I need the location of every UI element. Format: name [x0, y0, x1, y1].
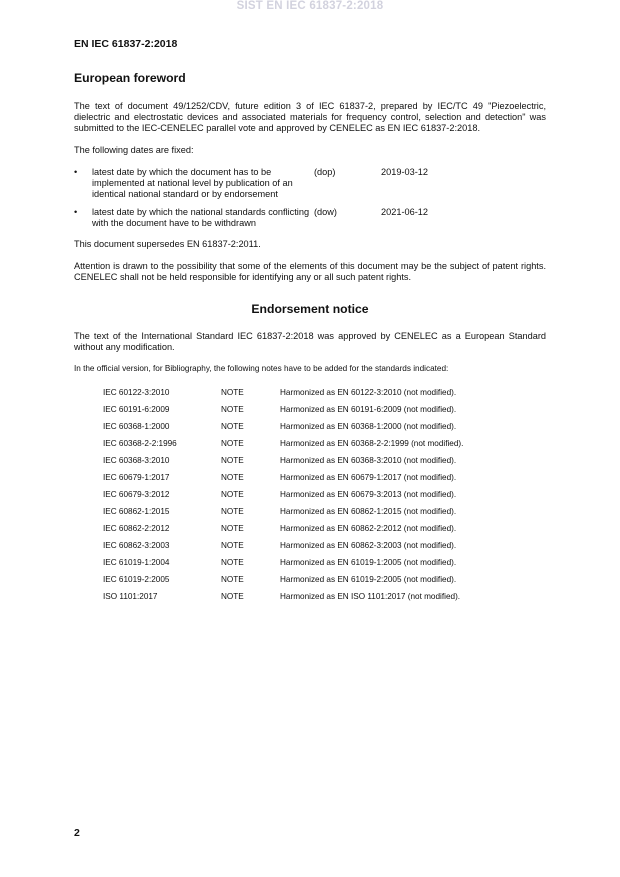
note-harmonized: Harmonized as EN 60368-2-2:1999 (not modified). — [280, 439, 464, 448]
note-harmonized: Harmonized as EN 60679-1:2017 (not modified). — [280, 473, 457, 482]
date-item-dop — [74, 167, 546, 200]
note-label: NOTE — [221, 541, 244, 550]
table-row — [103, 520, 546, 537]
table-row — [103, 486, 546, 503]
table-row — [103, 571, 546, 588]
note-standard: IEC 61019-1:2004 — [103, 558, 170, 567]
note-harmonized: Harmonized as EN 61019-2:2005 (not modified). — [280, 575, 457, 584]
note-label: NOTE — [221, 575, 244, 584]
bibliography-instruction: In the official version, for Bibliography, the following notes have to be added for the standards indicated: — [74, 364, 449, 373]
note-label: NOTE — [221, 388, 244, 397]
bullet-icon: • — [74, 167, 78, 177]
note-harmonized: Harmonized as EN 60122-3:2010 (not modified). — [280, 388, 457, 397]
note-label: NOTE — [221, 558, 244, 567]
date-value: 2021-06-12 — [381, 207, 428, 217]
note-standard: ISO 1101:2017 — [103, 592, 158, 601]
note-standard: IEC 60368-3:2010 — [103, 456, 170, 465]
foreword-paragraph: The text of document 49/1252/CDV, future edition 3 of IEC 61837-2, prepared by IEC/TC 49 "Piezoelectric, dielectric and electrostatic devices and associated materials for frequency control, selection and detection" was submitted to the IEC-CENELEC parallel vote and approved by CENELEC as EN IEC 61837-2:2018. — [74, 101, 546, 133]
note-label: NOTE — [221, 490, 244, 499]
date-value: 2019-03-12 — [381, 167, 428, 177]
note-standard: IEC 60191-6:2009 — [103, 405, 170, 414]
note-harmonized: Harmonized as EN 60862-1:2015 (not modified). — [280, 507, 457, 516]
page-number: 2 — [74, 827, 80, 839]
table-row — [103, 469, 546, 486]
table-row — [103, 452, 546, 469]
page-content — [74, 73, 546, 605]
table-row — [103, 554, 546, 571]
note-label: NOTE — [221, 592, 244, 601]
note-harmonized: Harmonized as EN 60191-6:2009 (not modified). — [280, 405, 457, 414]
table-row — [103, 435, 546, 452]
note-harmonized: Harmonized as EN 60368-3:2010 (not modified). — [280, 456, 457, 465]
note-harmonized: Harmonized as EN 60862-2:2012 (not modified). — [280, 524, 457, 533]
table-row — [103, 418, 546, 435]
note-label: NOTE — [221, 405, 244, 414]
document-id-header: EN IEC 61837-2:2018 — [74, 38, 178, 50]
notes-table — [103, 384, 546, 605]
note-label: NOTE — [221, 524, 244, 533]
note-label: NOTE — [221, 507, 244, 516]
bullet-icon: • — [74, 207, 78, 217]
note-harmonized: Harmonized as EN 61019-1:2005 (not modified). — [280, 558, 457, 567]
date-code: (dow) — [314, 207, 337, 217]
note-standard: IEC 60862-3:2003 — [103, 541, 170, 550]
dates-intro: The following dates are fixed: — [74, 145, 194, 155]
note-harmonized: Harmonized as EN 60862-3:2003 (not modified). — [280, 541, 457, 550]
note-standard: IEC 60679-3:2012 — [103, 490, 170, 499]
note-harmonized: Harmonized as EN 60368-1:2000 (not modified). — [280, 422, 457, 431]
note-standard: IEC 61019-2:2005 — [103, 575, 170, 584]
supersedes-statement: This document supersedes EN 61837-2:2011. — [74, 239, 261, 249]
note-label: NOTE — [221, 439, 244, 448]
table-row — [103, 588, 546, 605]
date-item-dow — [74, 207, 546, 229]
note-label: NOTE — [221, 473, 244, 482]
note-standard: IEC 60862-2:2012 — [103, 524, 170, 533]
table-row — [103, 503, 546, 520]
note-standard: IEC 60122-3:2010 — [103, 388, 170, 397]
note-harmonized: Harmonized as EN 60679-3:2013 (not modified). — [280, 490, 457, 499]
note-harmonized: Harmonized as EN ISO 1101:2017 (not modified). — [280, 592, 461, 601]
note-label: NOTE — [221, 456, 244, 465]
watermark: SIST EN IEC 61837-2:2018 — [236, 0, 384, 12]
endorsement-title: Endorsement notice — [251, 302, 369, 316]
endorsement-paragraph: The text of the International Standard IEC 61837-2:2018 was approved by CENELEC as a European Standard without any modification. — [74, 331, 546, 352]
dates-list — [74, 167, 546, 229]
note-label: NOTE — [221, 422, 244, 431]
date-description: latest date by which the national standards conflicting with the document have to be withdrawn — [92, 207, 310, 228]
date-description: latest date by which the document has to be implemented at national level by publication of an identical national standard or by endorsement — [92, 167, 293, 199]
note-standard: IEC 60368-1:2000 — [103, 422, 170, 431]
table-row — [103, 384, 546, 401]
patent-statement: Attention is drawn to the possibility that some of the elements of this document may be the subject of patent rights. CENELEC shall not be held responsible for identifying any or all such patent rights. — [74, 261, 546, 282]
foreword-title: European foreword — [74, 71, 186, 85]
table-row — [103, 537, 546, 554]
note-standard: IEC 60679-1:2017 — [103, 473, 170, 482]
note-standard: IEC 60862-1:2015 — [103, 507, 170, 516]
note-standard: IEC 60368-2-2:1996 — [103, 439, 177, 448]
table-row — [103, 401, 546, 418]
date-code: (dop) — [314, 167, 336, 177]
